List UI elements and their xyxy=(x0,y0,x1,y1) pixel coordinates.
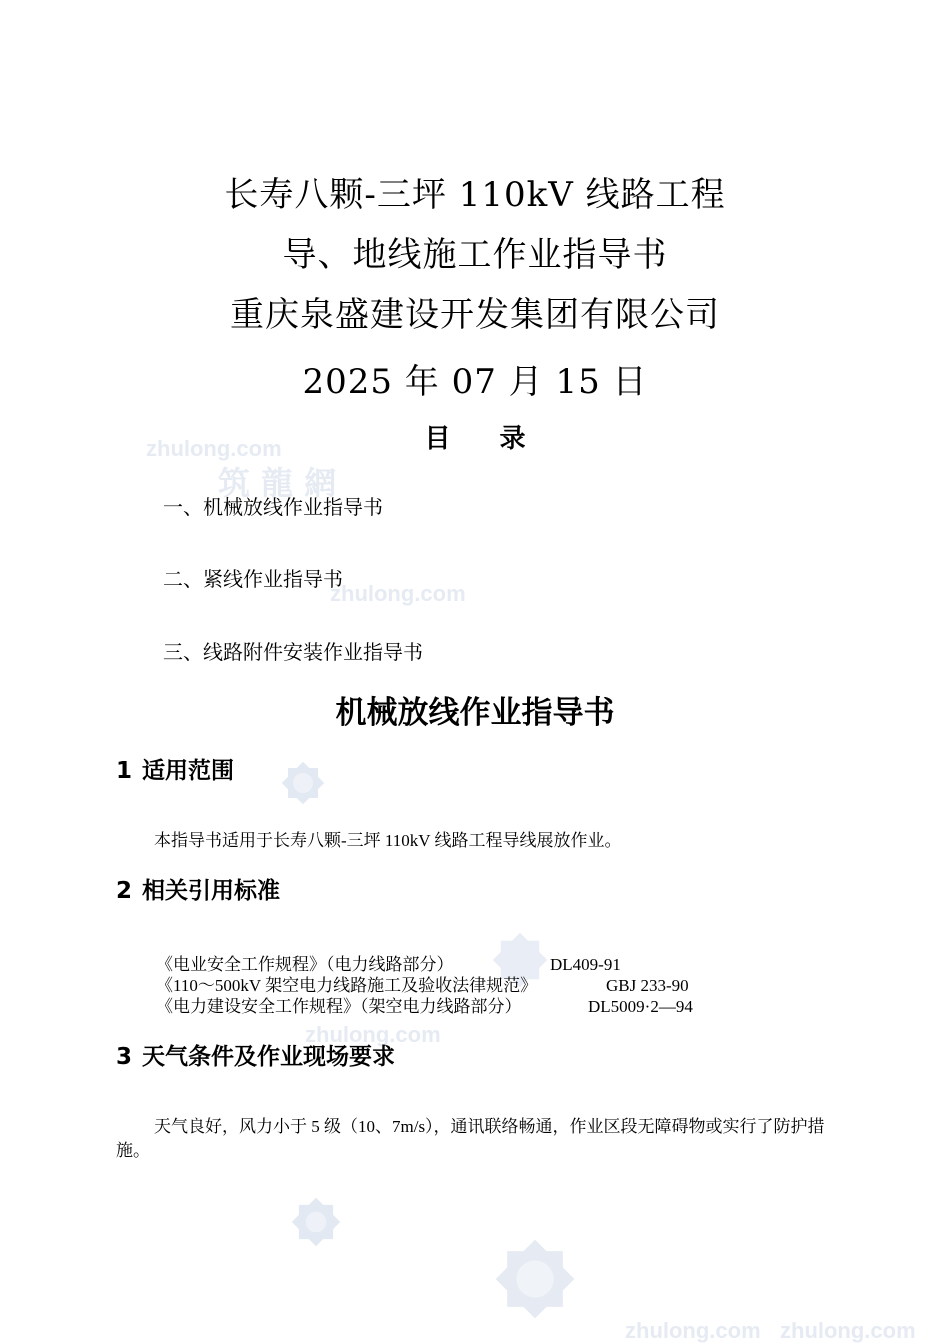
section-heading xyxy=(116,1043,395,1071)
reference-name: 《电业安全工作规程》（电力线路部分） xyxy=(156,955,454,974)
cover-title-line2: 导、地线施工作业指导书 xyxy=(282,235,668,275)
toc-item: 三、线路附件安装作业指导书 xyxy=(163,640,423,664)
section-title: 相关引用标准 xyxy=(142,878,281,904)
watermark-zhulong: zhulong.com xyxy=(305,1022,441,1047)
reference-code: DL409-91 xyxy=(550,955,621,974)
watermark-zhulong: zhulong.com xyxy=(625,1318,761,1343)
section-body: 天气良好，风力小于 5 级（10、7m/s），通讯联络畅通，作业区段无障碍物或实行了防护措施。 xyxy=(116,1117,825,1160)
toc-heading xyxy=(0,424,950,454)
reference-code: DL5009·2—94 xyxy=(588,997,693,1016)
cover-title-line1: 长寿八颗-三坪 110kV 线路工程 xyxy=(224,175,726,215)
section-heading xyxy=(116,757,234,785)
section-title: 天气条件及作业现场要求 xyxy=(142,1044,396,1070)
reference-row xyxy=(156,996,693,1017)
watermark-zhulong: zhulong.com xyxy=(146,436,282,461)
reference-name: 《110～500kV 架空电力线路施工及验收法律规范》 xyxy=(156,976,538,995)
cover-date: 2025 年 07 月 15 日 xyxy=(302,362,648,402)
reference-row xyxy=(156,975,689,996)
section-number: 3 xyxy=(116,1044,133,1070)
section-number: 2 xyxy=(116,878,133,904)
section-number: 1 xyxy=(116,758,133,784)
toc-heading-text: 目 录 xyxy=(424,424,526,454)
watermark-zhulong: zhulong.com xyxy=(780,1318,916,1343)
section-heading xyxy=(116,877,280,905)
reference-code: GBJ 233-90 xyxy=(606,976,689,995)
section-body: 本指导书适用于长寿八颗-三坪 110kV 线路工程导线展放作业。 xyxy=(154,831,622,850)
document-title: 机械放线作业指导书 xyxy=(335,695,615,731)
section-title: 适用范围 xyxy=(142,758,235,784)
reference-name: 《电力建设安全工作规程》（架空电力线路部分） xyxy=(156,997,522,1016)
reference-row xyxy=(156,954,621,975)
watermark-zhulong-cn: 筑 龍 網 xyxy=(218,464,337,502)
watermark-zhulong: zhulong.com xyxy=(330,581,466,606)
toc-item: 一、机械放线作业指导书 xyxy=(163,495,383,519)
cover-company: 重庆泉盛建设开发集团有限公司 xyxy=(230,295,720,335)
toc-item: 二、紧线作业指导书 xyxy=(163,567,343,591)
